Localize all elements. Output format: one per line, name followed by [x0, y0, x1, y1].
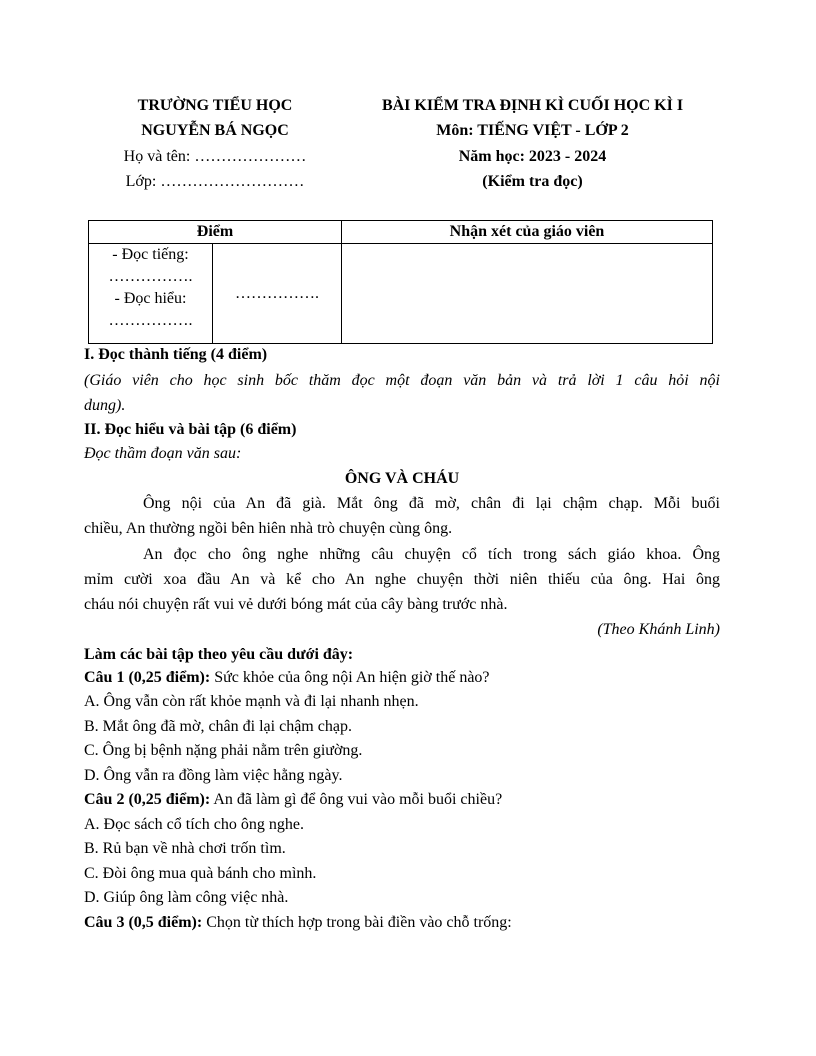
question-2-option-c: C. Đòi ông mua quà bánh cho mình. [84, 865, 317, 882]
story-paragraph-2-line3: cháu nói chuyện rất vui vẻ dưới bóng mát của cây bàng trước nhà. [84, 596, 508, 613]
school-name-line1: TRƯỜNG TIỂU HỌC [137, 97, 293, 114]
exam-type: (Kiểm tra đọc) [482, 173, 583, 190]
reading-comprehension-score-blank: ……………. [108, 312, 193, 329]
score-breakdown-cell [89, 244, 213, 344]
section-2-title: II. Đọc hiểu và bài tập (6 điểm) [84, 421, 297, 438]
question-2 [84, 788, 720, 812]
question-3-text: Chọn từ thích hợp trong bài điền vào chỗ trống: [202, 914, 512, 931]
question-2-text: An đã làm gì để ông vui vào mỗi buổi chiều? [210, 791, 503, 808]
question-1-option-a: A. Ông vẫn còn rất khỏe mạnh và đi lại nhanh nhẹn. [84, 693, 419, 710]
question-2-option-d: D. Giúp ông làm công việc nhà. [84, 889, 289, 906]
comment-column-header: Nhận xét của giáo viên [342, 221, 713, 244]
question-1-option-c: C. Ông bị bệnh nặng phải nằm trên giường. [84, 742, 363, 759]
student-name-field: Họ và tên: ………………… [123, 148, 307, 165]
score-table [88, 220, 713, 344]
exercises-title: Làm các bài tập theo yêu cầu dưới đây: [84, 646, 354, 663]
question-1-label: Câu 1 (0,25 điểm): [84, 669, 211, 686]
story-paragraph-2-line2: mỉm cười xoa đầu An và kể cho An nghe chuyện thời niên thiếu của ông. Hai ông [84, 571, 720, 588]
question-2-option-a: A. Đọc sách cổ tích cho ông nghe. [84, 816, 304, 833]
section-1-note-line2: dung). [84, 397, 126, 414]
total-score-cell [213, 244, 342, 344]
story-paragraph-1-line2: chiều, An thường ngồi bên hiên nhà trò chuyện cùng ông. [84, 520, 453, 537]
section-1-note-line1: (Giáo viên cho học sinh bốc thăm đọc một đoạn văn bản và trả lời 1 câu hỏi nội [84, 372, 720, 389]
reading-instruction: Đọc thầm đoạn văn sau: [84, 445, 242, 462]
reading-comprehension-label: - Đọc hiểu: [114, 290, 187, 307]
exam-title: BÀI KIỂM TRA ĐỊNH KÌ CUỐI HỌC KÌ I [381, 97, 684, 114]
total-score-blank: ……………. [235, 284, 319, 302]
score-column-header: Điểm [89, 221, 342, 244]
question-2-option-b: B. Rủ bạn về nhà chơi trốn tìm. [84, 840, 286, 857]
exam-subject: Môn: TIẾNG VIỆT - LỚP 2 [436, 122, 629, 139]
student-class-field: Lớp: ……………………… [125, 173, 305, 190]
story-title: ÔNG VÀ CHÁU [344, 470, 460, 487]
story-paragraph-1-line1: Ông nội của An đã già. Mắt ông đã mờ, chân đi lại chậm chạp. Mỗi buổi [143, 495, 720, 512]
question-3-label: Câu 3 (0,5 điểm): [84, 914, 203, 931]
reading-aloud-score-blank: ……………. [108, 268, 193, 285]
reading-aloud-label: - Đọc tiếng: [112, 246, 189, 263]
teacher-comment-cell [342, 244, 713, 344]
question-3 [84, 911, 720, 935]
school-name-line2: NGUYỄN BÁ NGỌC [141, 122, 289, 139]
question-1-text: Sức khỏe của ông nội An hiện giờ thế nào? [210, 669, 490, 686]
question-2-label: Câu 2 (0,25 điểm): [84, 791, 211, 808]
story-paragraph-2-line1: An đọc cho ông nghe những câu chuyện cổ tích trong sách giáo khoa. Ông [143, 546, 720, 563]
question-1-option-d: D. Ông vẫn ra đồng làm việc hằng ngày. [84, 767, 343, 784]
story-source: (Theo Khánh Linh) [597, 621, 720, 638]
question-1 [84, 666, 720, 690]
section-1-title: I. Đọc thành tiếng (4 điểm) [84, 346, 268, 363]
question-1-option-b: B. Mắt ông đã mờ, chân đi lại chậm chạp. [84, 718, 352, 735]
exam-school-year: Năm học: 2023 - 2024 [458, 148, 607, 165]
